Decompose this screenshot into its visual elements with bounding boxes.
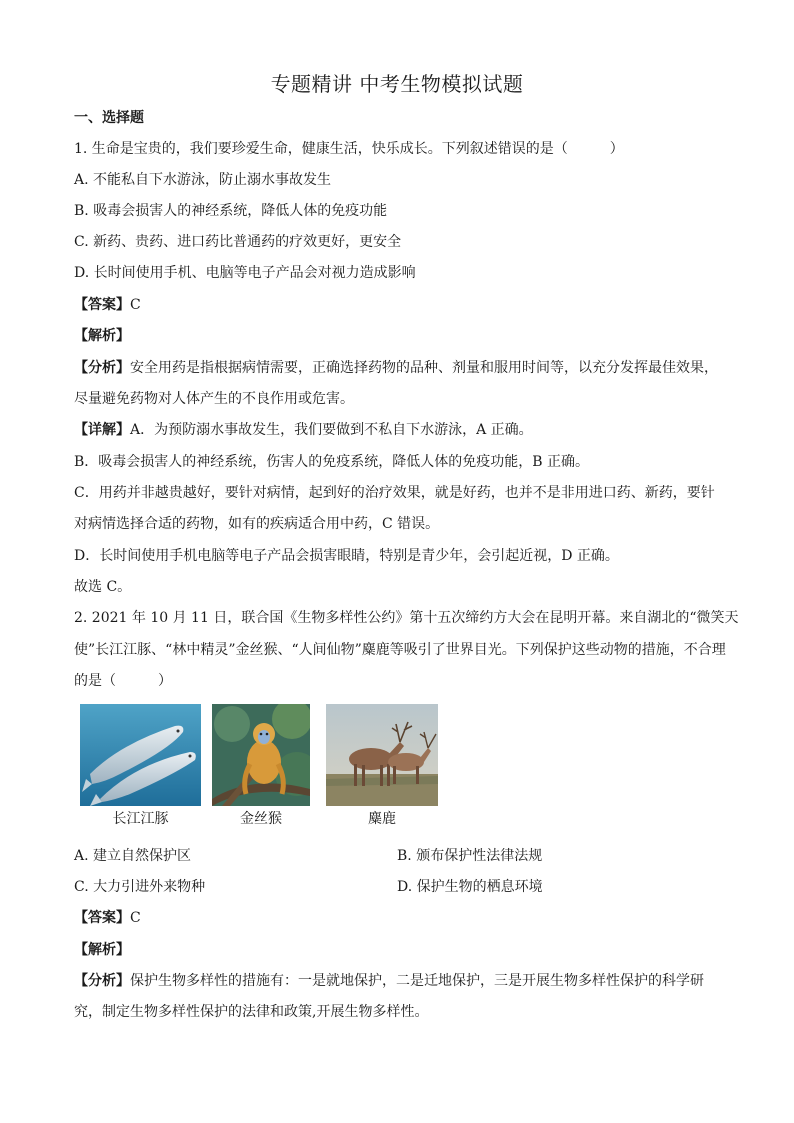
q2-option-a: A. 建立自然保护区: [74, 848, 192, 864]
pere-davids-deer-photo: [326, 704, 438, 806]
answer-label: 【答案】: [74, 297, 130, 313]
section-heading: 一、选择题: [74, 110, 144, 126]
fenxi-text: 安全用药是指根据病情需要，正确选择药物的品种、剂量和服用时间等，以充分发挥最佳效果，: [130, 360, 718, 376]
q1-xiangjie-a: [74, 420, 533, 440]
golden-monkey-photo: [212, 704, 310, 806]
q1-xiangjie-c1: C．用药并非越贵越好，要针对病情，起到好的治疗效果，就是好药，也并不是非用进口药、新药，要针: [74, 485, 715, 501]
q2-answer: [74, 908, 141, 928]
q1-option-c: C. 新药、贵药、进口药比普通药的疗效更好，更安全: [74, 234, 402, 250]
xiangjie-a-text: A．为预防溺水事故发生，我们要做到不私自下水游泳，A 正确。: [130, 422, 533, 438]
fenxi-label: 【分析】: [74, 973, 130, 989]
q2-option-c: C. 大力引进外来物种: [74, 879, 206, 895]
q2-analysis-label: 【解析】: [74, 942, 130, 958]
q1-xiangjie-d: D．长时间使用手机电脑等电子产品会损害眼睛，特别是青少年，会引起近视，D 正确。: [74, 548, 619, 564]
q2-option-b: B. 颁布保护性法律法规: [397, 848, 543, 864]
q1-option-b: B. 吸毒会损害人的神经系统，降低人体的免疫功能: [74, 203, 388, 219]
answer-label: 【答案】: [74, 910, 130, 926]
page-title: 专题精讲 中考生物模拟试题: [270, 72, 524, 96]
finless-porpoise-photo: [80, 704, 201, 806]
q1-option-a: A. 不能私自下水游泳，防止溺水事故发生: [74, 172, 332, 188]
q1-stem: 1. 生命是宝贵的，我们要珍爱生命，健康生活，快乐成长。下列叙述错误的是（ ）: [74, 141, 624, 157]
xiangjie-label: 【详解】: [74, 422, 130, 438]
q1-answer: [74, 295, 141, 315]
answer-value: C: [130, 297, 141, 313]
q1-xiangjie-b: B．吸毒会损害人的神经系统，伤害人的免疫系统，降低人体的免疫功能，B 正确。: [74, 454, 590, 470]
q1-conclusion: 故选 C。: [74, 579, 132, 595]
q2-fenxi-line-1: [74, 971, 704, 991]
q1-fenxi-line-2: 尽量避免药物对人体产生的不良作用或危害。: [74, 391, 354, 407]
q1-fenxi-line-1: [74, 358, 718, 378]
caption-finless-porpoise: 长江江豚: [112, 811, 169, 827]
caption-pere-davids-deer: 麋鹿: [368, 811, 396, 827]
q2-stem-line-3: 的是（ ）: [74, 673, 172, 689]
fenxi-label: 【分析】: [74, 360, 130, 376]
q2-stem-line-1: 2. 2021 年 10 月 11 日，联合国《生物多样性公约》第十五次缔约方大会在昆明开幕。来自湖北的“微笑天: [74, 610, 739, 626]
fenxi-text: 保护生物多样性的措施有：一是就地保护，二是迁地保护，三是开展生物多样性保护的科学研: [130, 973, 704, 989]
caption-golden-monkey: 金丝猴: [240, 811, 282, 827]
q2-fenxi-line-2: 究，制定生物多样性保护的法律和政策,开展生物多样性。: [74, 1004, 429, 1020]
q2-option-d: D. 保护生物的栖息环境: [397, 879, 543, 895]
q1-xiangjie-c2: 对病情选择合适的药物，如有的疾病适合用中药，C 错误。: [74, 516, 440, 532]
q1-analysis-label: 【解析】: [74, 328, 130, 344]
q1-option-d: D. 长时间使用手机、电脑等电子产品会对视力造成影响: [74, 265, 416, 281]
answer-value: C: [130, 910, 141, 926]
q2-stem-line-2: 使”长江江豚、“林中精灵”金丝猴、“人间仙物”麋鹿等吸引了世界目光。下列保护这些动物的措施，不合理: [74, 642, 726, 658]
